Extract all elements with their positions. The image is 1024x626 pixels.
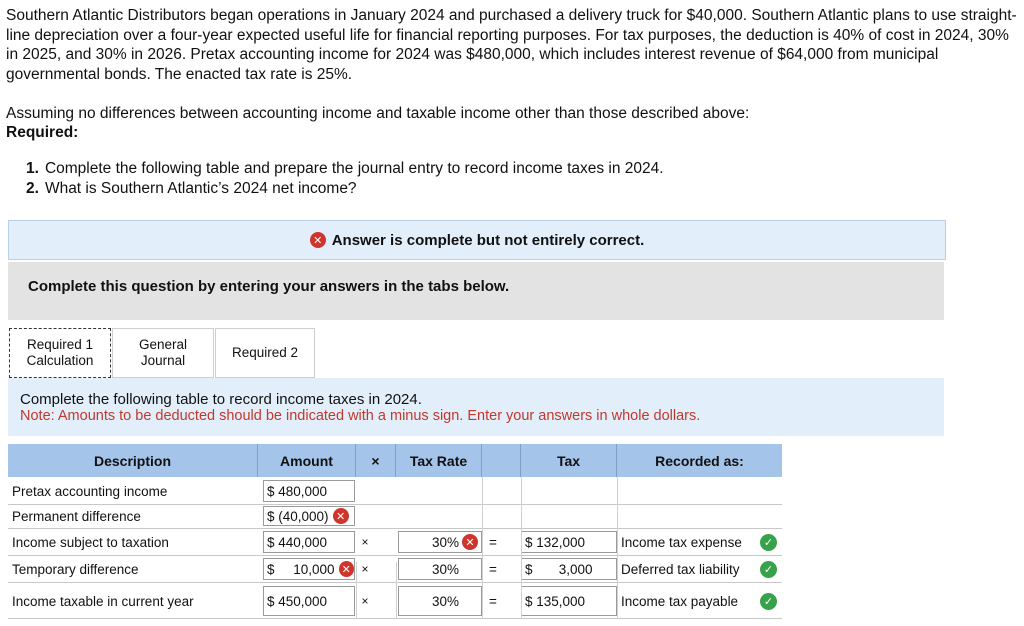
times-sign-text: × bbox=[361, 535, 369, 549]
problem-paragraph-1: Southern Atlantic Distributors began operations in January 2024 and purchased a delivery truck for $40,000. Southern Atlantic plans to use straight-line depreciation over a four-year expected useful life for financial reporting purposes. For tax purposes, the deduction is 40% of cost in 2024, 30% in 2025, and 30% in 2026. Pretax accounting income for 2024 was $480,000, which includes interest revenue of $64,000 from municipal governmental bonds. The enacted tax rate is 25%. bbox=[6, 7, 1017, 83]
recorded-as-select[interactable] bbox=[617, 531, 781, 553]
tab-label-line2: Calculation bbox=[26, 353, 94, 368]
tax-input-text: $ 3,000 bbox=[525, 561, 593, 577]
x-icon: ✕ bbox=[333, 508, 349, 524]
instructions-box bbox=[8, 262, 944, 320]
row-divider bbox=[8, 504, 782, 505]
row-description-text: Pretax accounting income bbox=[12, 483, 168, 499]
requirement-2 bbox=[26, 180, 357, 198]
column-divider bbox=[356, 562, 357, 618]
instructions-text: Complete this question by entering your answers in the tabs below. bbox=[28, 278, 510, 295]
amount-input[interactable] bbox=[263, 480, 355, 502]
check-icon: ✓ bbox=[760, 534, 777, 551]
tab-label-line1: Required 1 bbox=[26, 337, 94, 352]
income-tax-table bbox=[8, 444, 782, 618]
row-divider bbox=[8, 582, 782, 583]
answer-status-banner bbox=[8, 220, 946, 260]
recorded-as-select-text: Deferred tax liability bbox=[621, 561, 740, 577]
times-sign bbox=[358, 558, 372, 580]
requirement-1-text: Complete the following table and prepare the journal entry to record income taxes in 2024. bbox=[44, 160, 664, 177]
amount-input-text: $ 450,000 bbox=[267, 593, 328, 609]
header-description: Description bbox=[8, 444, 258, 477]
times-sign bbox=[358, 531, 372, 553]
tab-panel-instructions bbox=[8, 378, 944, 436]
row-description bbox=[12, 506, 258, 526]
column-divider bbox=[482, 477, 483, 618]
equals-sign bbox=[482, 586, 504, 616]
header-tax-rate: Tax Rate bbox=[396, 444, 482, 477]
x-icon: ✕ bbox=[339, 561, 354, 577]
header-equals bbox=[482, 444, 521, 477]
equals-sign-text: = bbox=[489, 593, 497, 609]
row-description-text: Income taxable in current year bbox=[12, 593, 194, 609]
equals-sign-text: = bbox=[489, 534, 497, 550]
row-divider bbox=[8, 555, 782, 556]
tax-input-text: $ 135,000 bbox=[525, 593, 586, 609]
tax-rate-input-text: 30% bbox=[431, 534, 459, 550]
row-description-text: Permanent difference bbox=[12, 508, 141, 524]
problem-paragraph-2: Assuming no differences between accounting income and taxable income other than those described above: bbox=[6, 105, 750, 122]
recorded-as-select[interactable] bbox=[617, 586, 781, 616]
tab-label-line1: General bbox=[138, 337, 188, 352]
tax-input[interactable] bbox=[521, 558, 617, 580]
panel-instruction: Complete the following table to record income taxes in 2024. bbox=[20, 391, 422, 408]
answer-status-text: Answer is complete but not entirely correct. bbox=[331, 231, 645, 249]
times-sign-text: × bbox=[361, 562, 369, 576]
amount-input-text: $ 480,000 bbox=[267, 483, 328, 499]
header-times: × bbox=[356, 444, 396, 477]
column-divider bbox=[617, 477, 618, 618]
panel-note: Note: Amounts to be deducted should be indicated with a minus sign. Enter your answers in whole dollars. bbox=[20, 408, 701, 424]
row-description-text: Temporary difference bbox=[12, 561, 139, 577]
requirement-2-number: 2. bbox=[26, 180, 39, 197]
tax-rate-input[interactable] bbox=[398, 531, 482, 553]
column-divider bbox=[521, 477, 522, 618]
tab-required-2[interactable] bbox=[215, 328, 315, 378]
tax-rate-input[interactable] bbox=[398, 586, 482, 616]
tab-label-line1: Required 2 bbox=[231, 345, 299, 360]
row-divider bbox=[8, 618, 782, 619]
tax-input-text: $ 132,000 bbox=[525, 534, 586, 550]
equals-sign bbox=[482, 558, 504, 580]
tax-rate-input-text: 30% bbox=[431, 561, 459, 577]
requirement-2-text: What is Southern Atlantic’s 2024 net income? bbox=[44, 180, 357, 197]
tax-input[interactable] bbox=[521, 531, 617, 553]
requirement-1 bbox=[26, 160, 664, 178]
row-description bbox=[12, 480, 258, 502]
required-heading: Required: bbox=[6, 124, 79, 141]
header-tax: Tax bbox=[521, 444, 617, 477]
row-description bbox=[12, 586, 258, 616]
row-description bbox=[12, 558, 258, 580]
recorded-as-select-text: Income tax expense bbox=[621, 534, 742, 550]
x-icon: ✕ bbox=[462, 534, 478, 550]
tab-general-journal[interactable] bbox=[112, 328, 214, 378]
header-amount: Amount bbox=[258, 444, 356, 477]
amount-input[interactable] bbox=[263, 506, 355, 526]
column-divider bbox=[396, 562, 397, 618]
header-recorded-as: Recorded as: bbox=[617, 444, 782, 477]
amount-input-text: $ 10,000 bbox=[267, 561, 335, 577]
tax-input[interactable] bbox=[521, 586, 617, 616]
recorded-as-select[interactable] bbox=[617, 558, 781, 580]
row-description-text: Income subject to taxation bbox=[12, 534, 169, 550]
tab-label-line2: Journal bbox=[140, 353, 186, 368]
check-icon: ✓ bbox=[760, 593, 777, 610]
check-icon: ✓ bbox=[760, 561, 777, 578]
equals-sign-text: = bbox=[489, 561, 497, 577]
times-sign bbox=[358, 586, 372, 616]
row-divider bbox=[8, 528, 782, 529]
amount-input-text: $ 440,000 bbox=[267, 534, 328, 550]
times-sign-text: × bbox=[361, 594, 369, 608]
row-description bbox=[12, 531, 258, 553]
tax-rate-input-text: 30% bbox=[431, 593, 459, 609]
tab-required-1-calculation[interactable] bbox=[9, 328, 111, 378]
recorded-as-select-text: Income tax payable bbox=[621, 593, 739, 609]
amount-input[interactable] bbox=[263, 531, 355, 553]
amount-input-text: $ (40,000) bbox=[267, 508, 329, 524]
requirement-1-number: 1. bbox=[26, 160, 39, 177]
equals-sign bbox=[482, 531, 504, 553]
amount-input[interactable] bbox=[263, 586, 355, 616]
amount-input[interactable] bbox=[263, 558, 355, 580]
x-icon: ✕ bbox=[310, 232, 326, 248]
tax-rate-input[interactable] bbox=[398, 558, 482, 580]
